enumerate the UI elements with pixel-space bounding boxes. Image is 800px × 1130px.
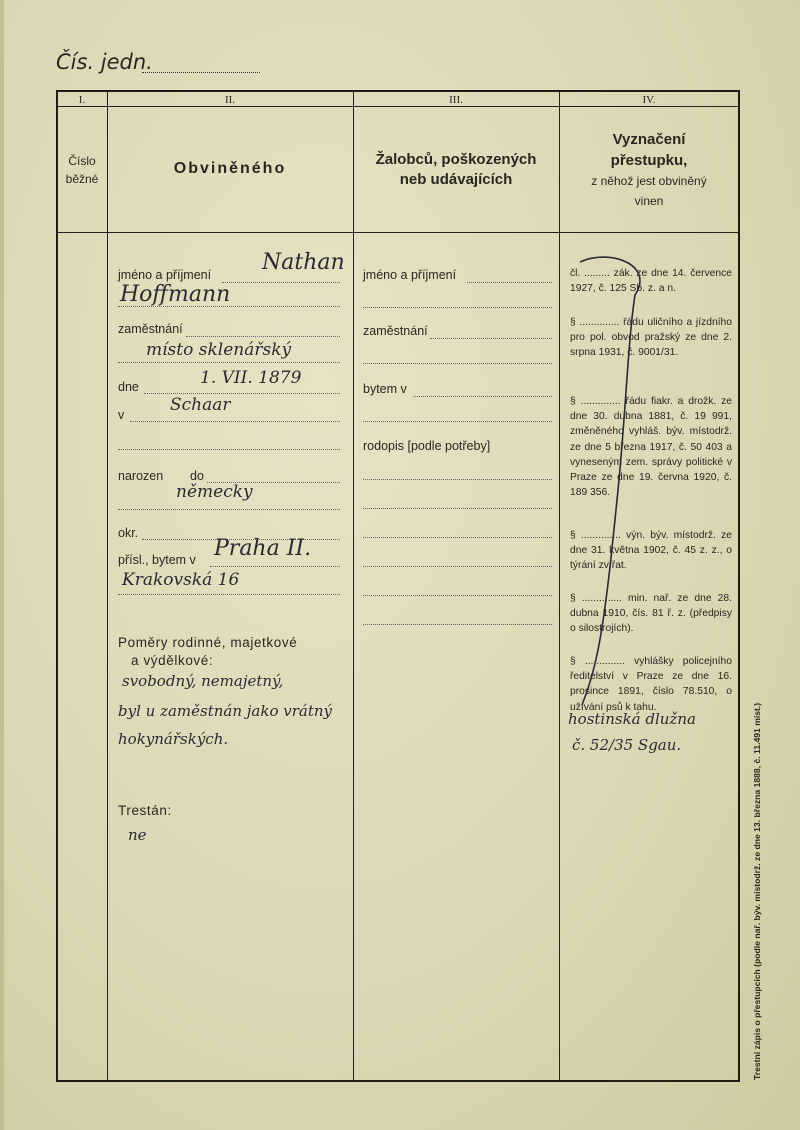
accused-birth-date: 1. VII. 1879 bbox=[200, 368, 302, 388]
accused-place-dots bbox=[130, 421, 340, 422]
offence-paragraph-6: § .............. vyhlášky policejního ředitelství v Praze ze dne 16. prosince 1891, číslo 78.510, o užívání psů k tahu. bbox=[570, 656, 732, 713]
offence-paragraph-1: čl. ......... zák. ze dne 14. července 1927, č. 125 Sb. z. a n. bbox=[570, 268, 732, 295]
accused-domicile-label: přísl., bytem v bbox=[118, 553, 196, 567]
col1-header-line2: běžné bbox=[65, 172, 99, 186]
col4-header-line4: vinen bbox=[634, 194, 664, 208]
accused-first-name: Nathan bbox=[262, 250, 345, 275]
accused-domicile-street: Krakovská 16 bbox=[122, 570, 240, 590]
plaintiff-residence-label: bytem v bbox=[363, 382, 407, 396]
accused-born-to-label: do bbox=[190, 469, 204, 483]
accused-place-dots-2 bbox=[118, 449, 340, 450]
col4-header-line2: přestupku, bbox=[610, 152, 688, 169]
accused-district-label: okr. bbox=[118, 526, 139, 540]
col1-header bbox=[58, 152, 106, 188]
plaintiff-dots-1 bbox=[363, 307, 552, 308]
accused-occupation-dots-2 bbox=[118, 362, 340, 363]
col3-header-line2: neb udávajících bbox=[399, 171, 513, 188]
offence-paragraph-3: § .............. řádu fiakr. a drožk. ze dne 30. dubna 1881, č. 19 991, změněného vyhláš. býv. místodrž. ze dne 5 března 1917, č. 50 403 a vyneseným zem. správy politické v Praze ze dne 19. června 1920, č. 189 356. bbox=[570, 396, 732, 499]
col4-header bbox=[559, 129, 739, 211]
accused-name-dots-2 bbox=[118, 306, 340, 307]
circumstances-hand-line3: hokynářských. bbox=[118, 730, 229, 748]
accused-domicile-city: Praha II. bbox=[214, 536, 312, 561]
accused-occupation-label: zaměstnání bbox=[118, 322, 183, 336]
plaintiff-name-label: jméno a příjmení bbox=[363, 268, 457, 282]
accused-surname: Hoffmann bbox=[120, 282, 231, 307]
accused-domicile-dots bbox=[210, 566, 340, 567]
strike-through-mark bbox=[560, 250, 670, 710]
offence-paragraph-2: § .............. řádu uličního a jízdního pro pol. obvod pražský ze dne 2. srpna 1931, č. 9001/31. bbox=[570, 317, 732, 359]
circumstances-hand-line1: svobodný, nemajetný, bbox=[122, 672, 284, 690]
accused-occupation: místo sklenářský bbox=[146, 340, 292, 360]
accused-occupation-dots bbox=[186, 336, 340, 337]
plaintiff-dots-7 bbox=[363, 566, 552, 567]
plaintiff-dots-5 bbox=[363, 508, 552, 509]
col4-header-line1: Vyznačení bbox=[612, 131, 686, 148]
accused-date-dots bbox=[144, 393, 340, 394]
col2-divider bbox=[353, 92, 354, 1080]
accused-born-label: narozen bbox=[118, 469, 164, 483]
circumstances-label-line1: Poměry rodinné, majetkové bbox=[118, 635, 298, 650]
case-number-label: Čís. jedn. bbox=[56, 50, 153, 74]
col2-header: Obviněného bbox=[173, 160, 287, 177]
plaintiff-residence-dots bbox=[413, 396, 552, 397]
plaintiff-dots-2 bbox=[363, 363, 552, 364]
punished-hand: ne bbox=[128, 826, 147, 844]
case-number-line bbox=[142, 72, 260, 73]
plaintiff-dots-4 bbox=[363, 479, 552, 480]
col1-number: I. bbox=[78, 94, 86, 106]
page-edge bbox=[0, 0, 4, 1130]
circumstances-label-line2: a výdělkové: bbox=[131, 653, 214, 668]
accused-name-dots bbox=[222, 282, 340, 283]
offence-paragraph-5: § .............. min. nař. ze dne 28. dubna 1910, čís. 81 ř. z. (předpisy o silostrojích). bbox=[570, 593, 732, 635]
accused-birth-place: Schaar bbox=[170, 395, 231, 415]
punished-label: Trestán: bbox=[118, 803, 172, 818]
plaintiff-occupation-label: zaměstnání bbox=[363, 324, 428, 338]
col3-header bbox=[353, 150, 559, 190]
col2-number: II. bbox=[224, 94, 236, 106]
plaintiff-description-label: rodopis [podle potřeby] bbox=[363, 439, 491, 453]
offence-hand-line1: hostinská dlužna bbox=[568, 710, 696, 728]
plaintiff-occupation-dots bbox=[430, 338, 552, 339]
roman-row-line bbox=[58, 106, 738, 107]
col1-divider bbox=[107, 92, 108, 1080]
col4-number: IV. bbox=[642, 94, 656, 106]
accused-domicile-dots-2 bbox=[118, 594, 340, 595]
accused-born-dots-2 bbox=[118, 509, 340, 510]
plaintiff-dots-9 bbox=[363, 624, 552, 625]
accused-name-label: jméno a příjmení bbox=[118, 268, 212, 282]
accused-nationality: německy bbox=[176, 482, 253, 502]
col3-number: III. bbox=[449, 94, 463, 106]
offence-paragraph-4: § .............. výn. býv. místodrž. ze dne 31. května 1902, č. 45 z. z., o týrání zvířat. bbox=[570, 530, 732, 572]
form-side-caption: Trestní zápis o přestupcích (podle nař. býv. místodrž. ze dne 13. března 1888, č. 11.491 míst.) bbox=[752, 702, 762, 1080]
plaintiff-dots-8 bbox=[363, 595, 552, 596]
col4-header-line3: z něhož jest obviněný bbox=[591, 174, 707, 188]
header-bottom-line bbox=[58, 232, 738, 233]
circumstances-hand-line2: byl u zaměstnán jako vrátný bbox=[118, 702, 333, 720]
col1-header-line1: Číslo bbox=[68, 154, 96, 168]
accused-place-label: v bbox=[118, 408, 125, 422]
plaintiff-name-dots bbox=[467, 282, 552, 283]
accused-date-label: dne bbox=[118, 380, 139, 394]
offence-hand-line2: č. 52/35 Sgau. bbox=[572, 736, 682, 754]
plaintiff-dots-6 bbox=[363, 537, 552, 538]
plaintiff-dots-3 bbox=[363, 421, 552, 422]
col3-header-line1: Žalobců, poškozených bbox=[375, 151, 537, 168]
